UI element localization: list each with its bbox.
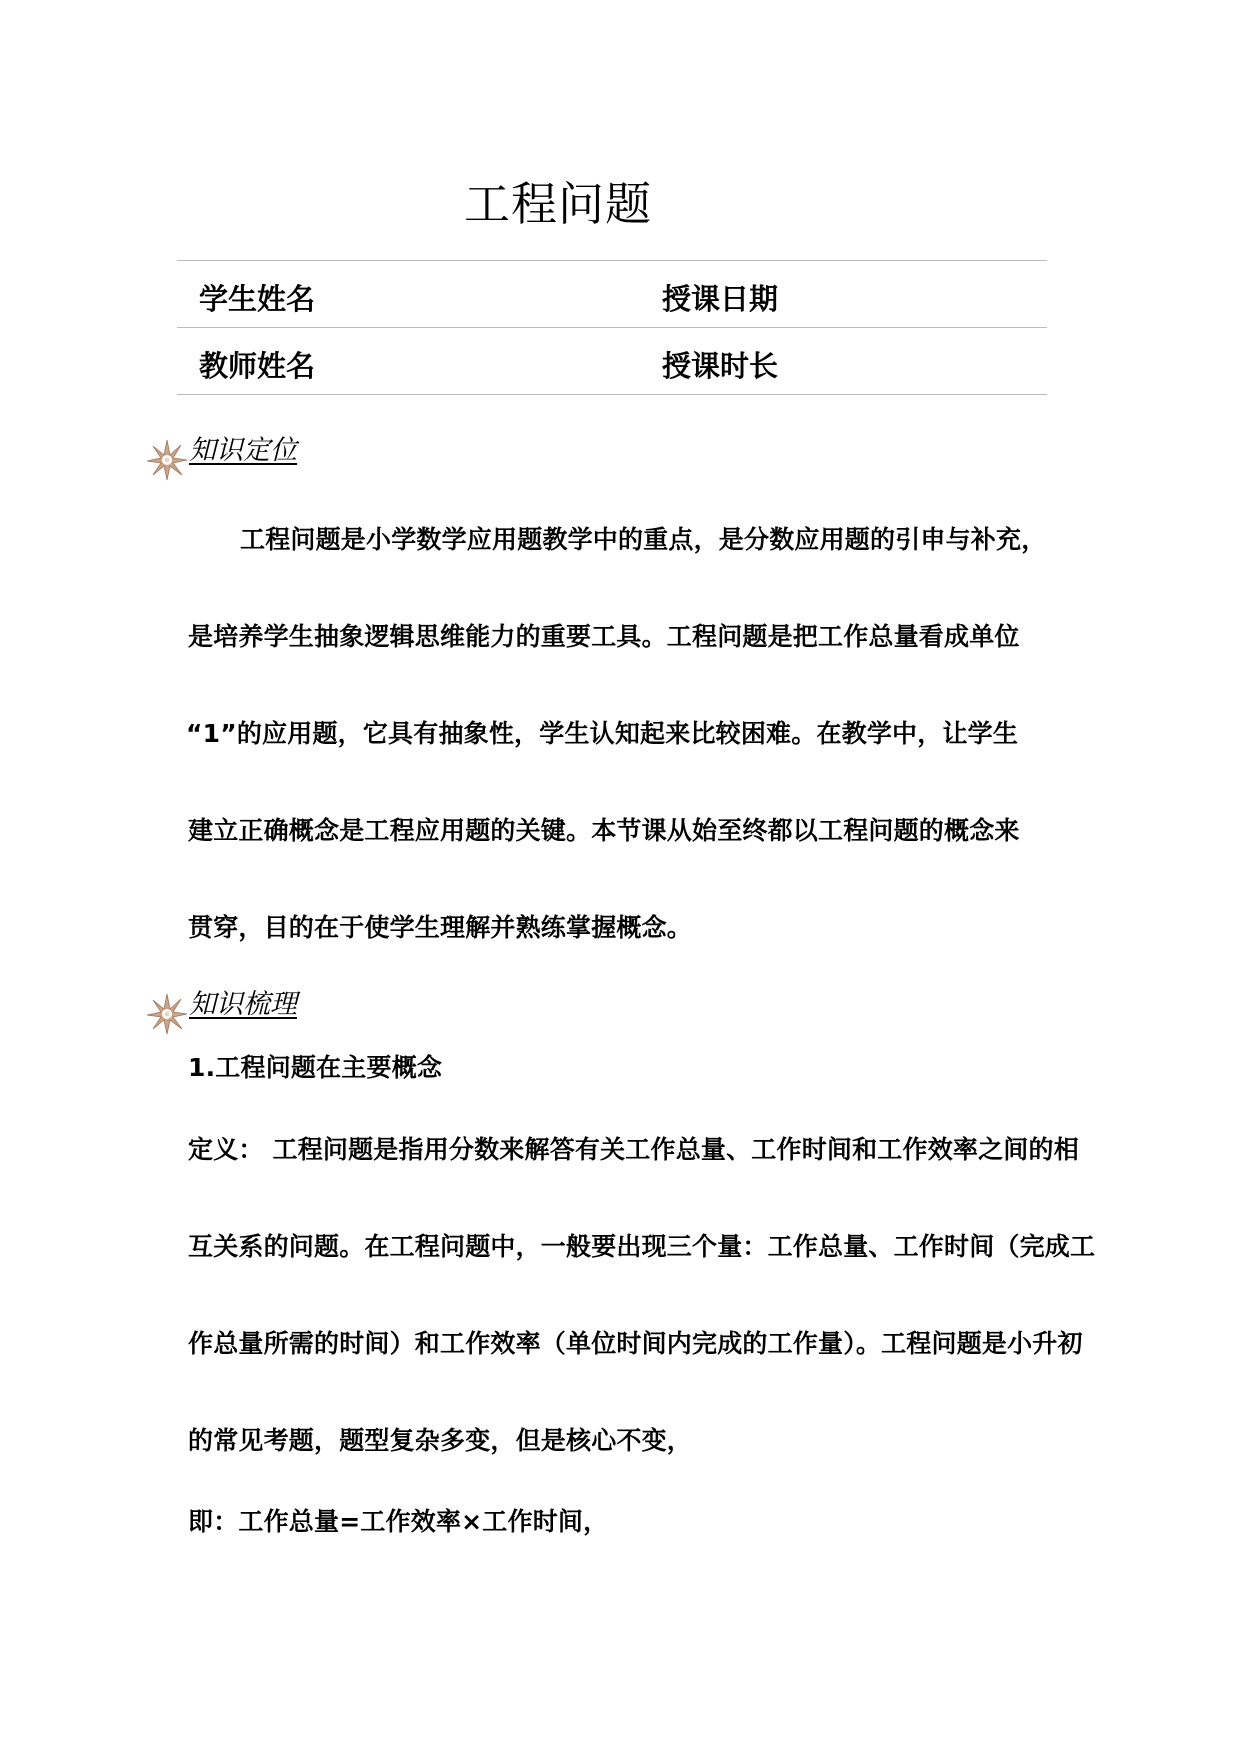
paragraph-line: 是培养学生抽象逻辑思维能力的重要工具。工程问题是把工作总量看成单位 (188, 622, 1020, 651)
page-title: 工程问题 (464, 177, 652, 231)
section-heading-label: 知识定位 (189, 435, 297, 466)
paragraph-line: 建立正确概念是工程应用题的关键。本节课从始至终都以工程问题的概念来 (188, 816, 1020, 845)
teacher-name-label: 教师姓名 (199, 349, 316, 383)
star-burst-icon (145, 438, 189, 482)
section-heading-knowledge-review (145, 982, 405, 1042)
info-row-student (177, 260, 1047, 327)
section-heading-knowledge-position (145, 428, 405, 488)
definition-line: 的常见考题，题型复杂多变，但是核心不变， (188, 1426, 693, 1455)
star-burst-icon (145, 992, 189, 1036)
paragraph-line: 贯穿，目的在于使学生理解并熟练掌握概念。 (188, 913, 693, 942)
definition-line: 互关系的问题。在工程问题中，一般要出现三个量：工作总量、工作时间（完成工 (188, 1232, 1096, 1261)
duration-label: 授课时长 (662, 349, 779, 383)
paragraph-line: “1”的应用题，它具有抽象性，学生认知起来比较困难。在教学中，让学生 (186, 719, 1019, 748)
date-label: 授课日期 (662, 282, 779, 316)
info-row-teacher (177, 327, 1047, 395)
definition-line: 作总量所需的时间）和工作效率（单位时间内完成的工作量）。工程问题是小升初 (188, 1329, 1083, 1358)
definition-line: 定义： 工程问题是指用分数来解答有关工作总量、工作时间和工作效率之间的相 (188, 1135, 1079, 1164)
info-table (177, 260, 1047, 395)
section-heading-label: 知识梳理 (189, 989, 297, 1020)
subheading: 1.工程问题在主要概念 (188, 1053, 443, 1082)
paragraph-line: 工程问题是小学数学应用题教学中的重点，是分数应用题的引申与补充， (240, 525, 1047, 554)
formula-line: 即：工作总量=工作效率×工作时间， (188, 1507, 609, 1536)
student-name-label: 学生姓名 (199, 282, 316, 316)
